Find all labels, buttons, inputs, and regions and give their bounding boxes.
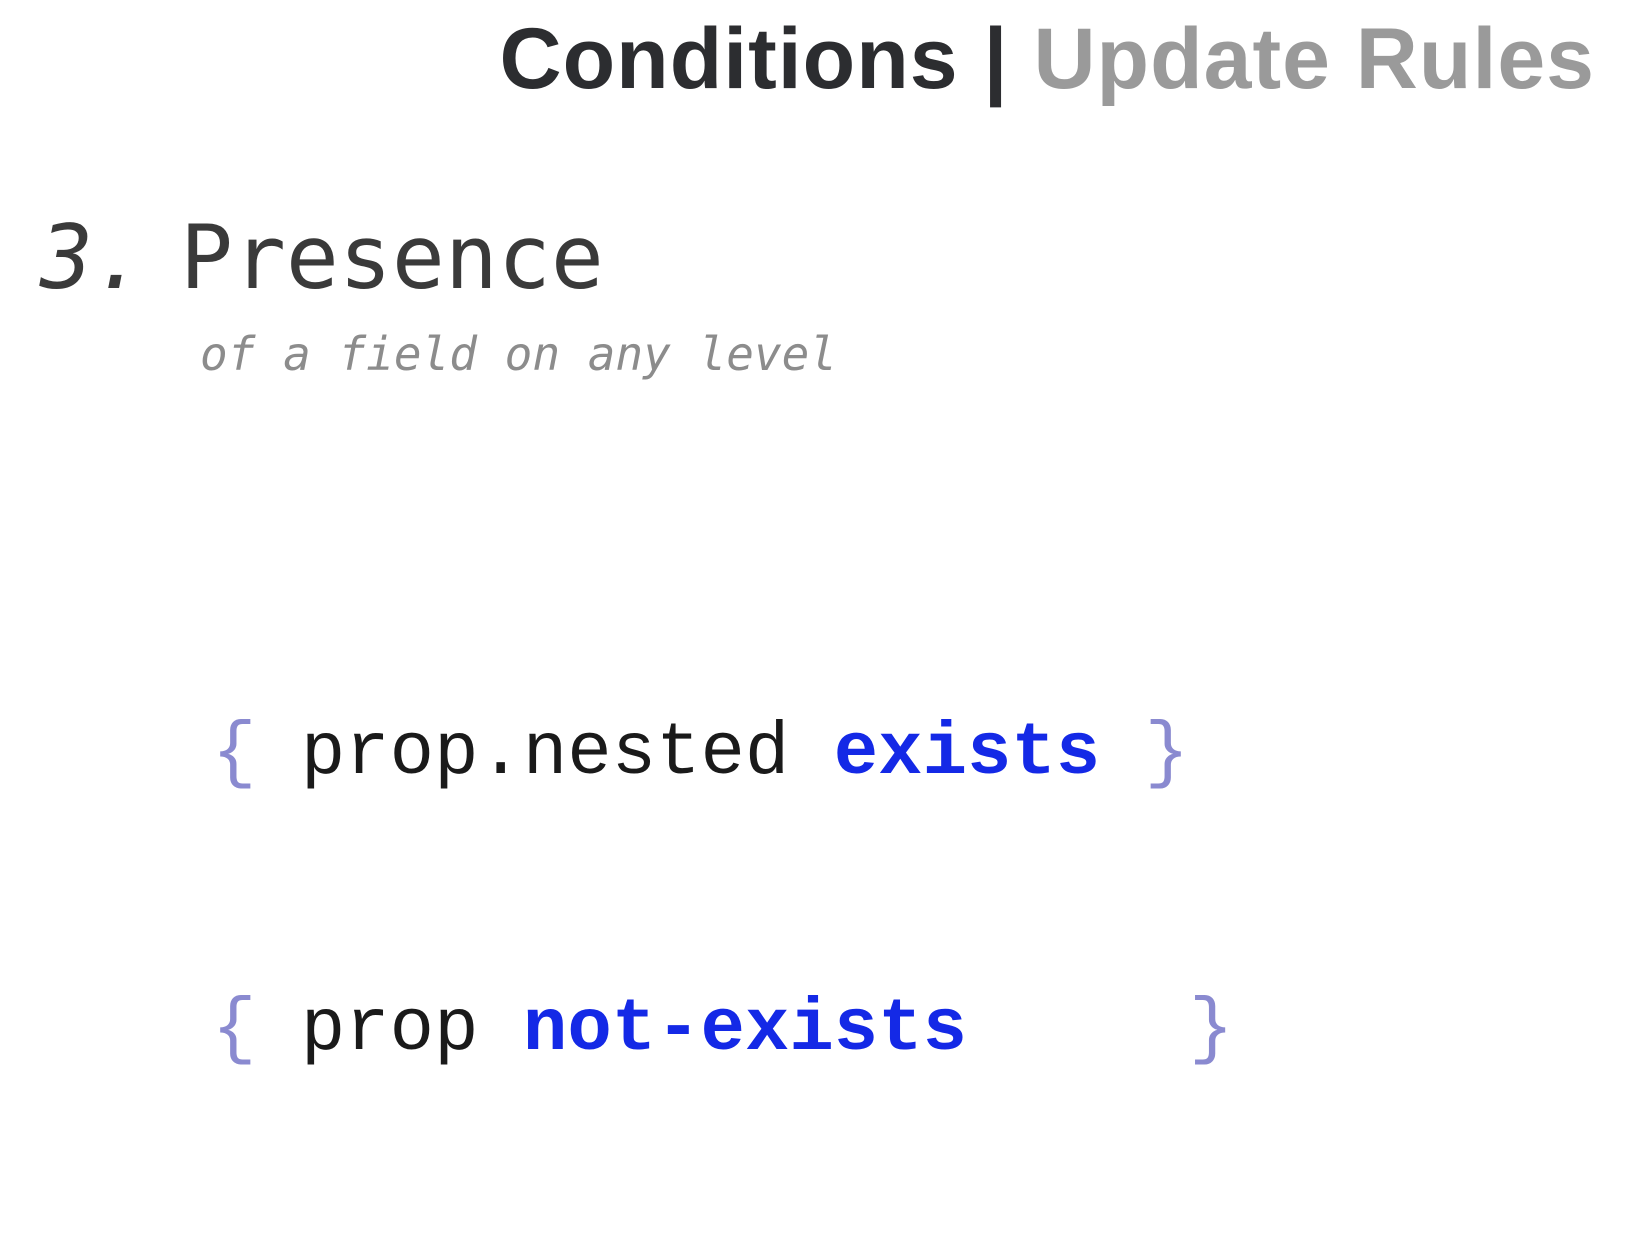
field-name: prop.nested xyxy=(300,712,790,796)
section-heading xyxy=(40,208,604,308)
title-subtitle: Update Rules xyxy=(1033,11,1595,107)
close-brace: } xyxy=(1144,712,1190,796)
code-line-exists xyxy=(212,708,1233,800)
section-title: Presence xyxy=(179,206,604,309)
section-number: 3. xyxy=(40,206,146,309)
title-separator: | xyxy=(983,11,1009,107)
field-name: prop xyxy=(300,988,479,1072)
title-main: Conditions xyxy=(499,11,959,107)
slide-title xyxy=(500,4,1595,114)
section-subtitle: of a field on any level xyxy=(200,327,837,381)
close-brace: } xyxy=(1189,988,1234,1072)
operator-keyword: not-exists xyxy=(522,988,967,1072)
code-example xyxy=(212,524,1233,1260)
open-brace: { xyxy=(212,988,257,1072)
open-brace: { xyxy=(212,712,257,796)
code-line-not-exists xyxy=(212,984,1233,1076)
operator-keyword: exists xyxy=(833,712,1101,796)
